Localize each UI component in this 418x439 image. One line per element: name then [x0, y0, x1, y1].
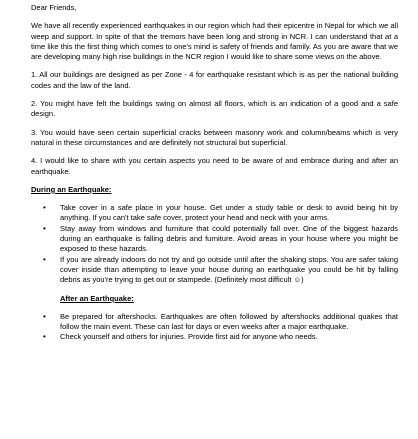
after-heading: After an Earthquake: [60, 293, 134, 303]
list-item-text: If you are already indoors do not try and go outside until after the shaking stops. You are safer taking cover inside than attempting to leave your house during an earthquake you could be hit by falling debris as you're trying to get out or stampede. (Definitely most difficult ☺) [60, 254, 398, 285]
list-item [31, 332, 398, 342]
point-2: 2. You might have felt the buildings swing on almost all floors, which is an indication of a good and a safe design. [31, 99, 398, 119]
bullet-icon: • [43, 203, 46, 213]
spacer [31, 13, 398, 21]
list-item-text: Take cover in a safe place in your house. Get under a study table or desk to avoid being hit by anything. If you can't take safe cover, protect your head and neck with your arms. [60, 203, 398, 223]
spacer [31, 286, 398, 294]
list-item [31, 203, 398, 224]
intro-paragraph: We have all recently experienced earthquakes in our region which had their epicentre in Nepal for which we all weep and support. In spite of that the tremors have been long and strong in NCR. I can understand that at a time like this the first thing which comes to one's mind is safety of friends and family. As you are aware that we are developing many high rise buildings in the NCR region I would like to share some views on the above. [31, 21, 398, 62]
spacer [31, 195, 398, 203]
point-1: 1. All our buildings are designed as per Zone - 4 for earthquake resistant which is as per the national building codes and the law of the land. [31, 70, 398, 90]
list-item-text: Stay away from windows and furniture that could potentially fall over. One of the biggest hazards during an earthquake is falling debris and furniture. Avoid areas in your house where you might be exposed to these hazards. [60, 223, 398, 254]
list-item [31, 255, 398, 286]
list-item [31, 224, 398, 255]
spacer [31, 91, 398, 99]
during-heading: During an Earthquake: [31, 184, 112, 194]
spacer [31, 62, 398, 70]
spacer [31, 304, 398, 312]
list-item [31, 312, 398, 333]
greeting: Dear Friends, [31, 3, 77, 12]
bullet-icon: • [43, 254, 46, 264]
list-item-text: Be prepared for aftershocks. Earthquakes are often followed by aftershocks additional quakes that follow the main event. These can last for days or even weeks after a major earthquake. [60, 311, 398, 332]
point-3: 3. You would have seen certain superficial cracks between masonry work and column/beams which is very natural in these circumstances and are definitely not structural but superficial. [31, 127, 398, 147]
list-item-text: Check yourself and others for injuries. Provide first aid for anyone who needs. [60, 332, 318, 342]
spacer [31, 120, 398, 128]
bullet-icon: • [43, 223, 46, 233]
spacer [31, 148, 398, 156]
bullet-icon: • [43, 311, 46, 321]
during-list [31, 203, 398, 285]
point-4: 4. I would like to share with you certain aspects you need to be aware of and embrace during and after an earthquake. [31, 156, 398, 176]
bullet-icon: • [43, 332, 46, 342]
after-list [31, 312, 398, 343]
spacer [31, 177, 398, 185]
